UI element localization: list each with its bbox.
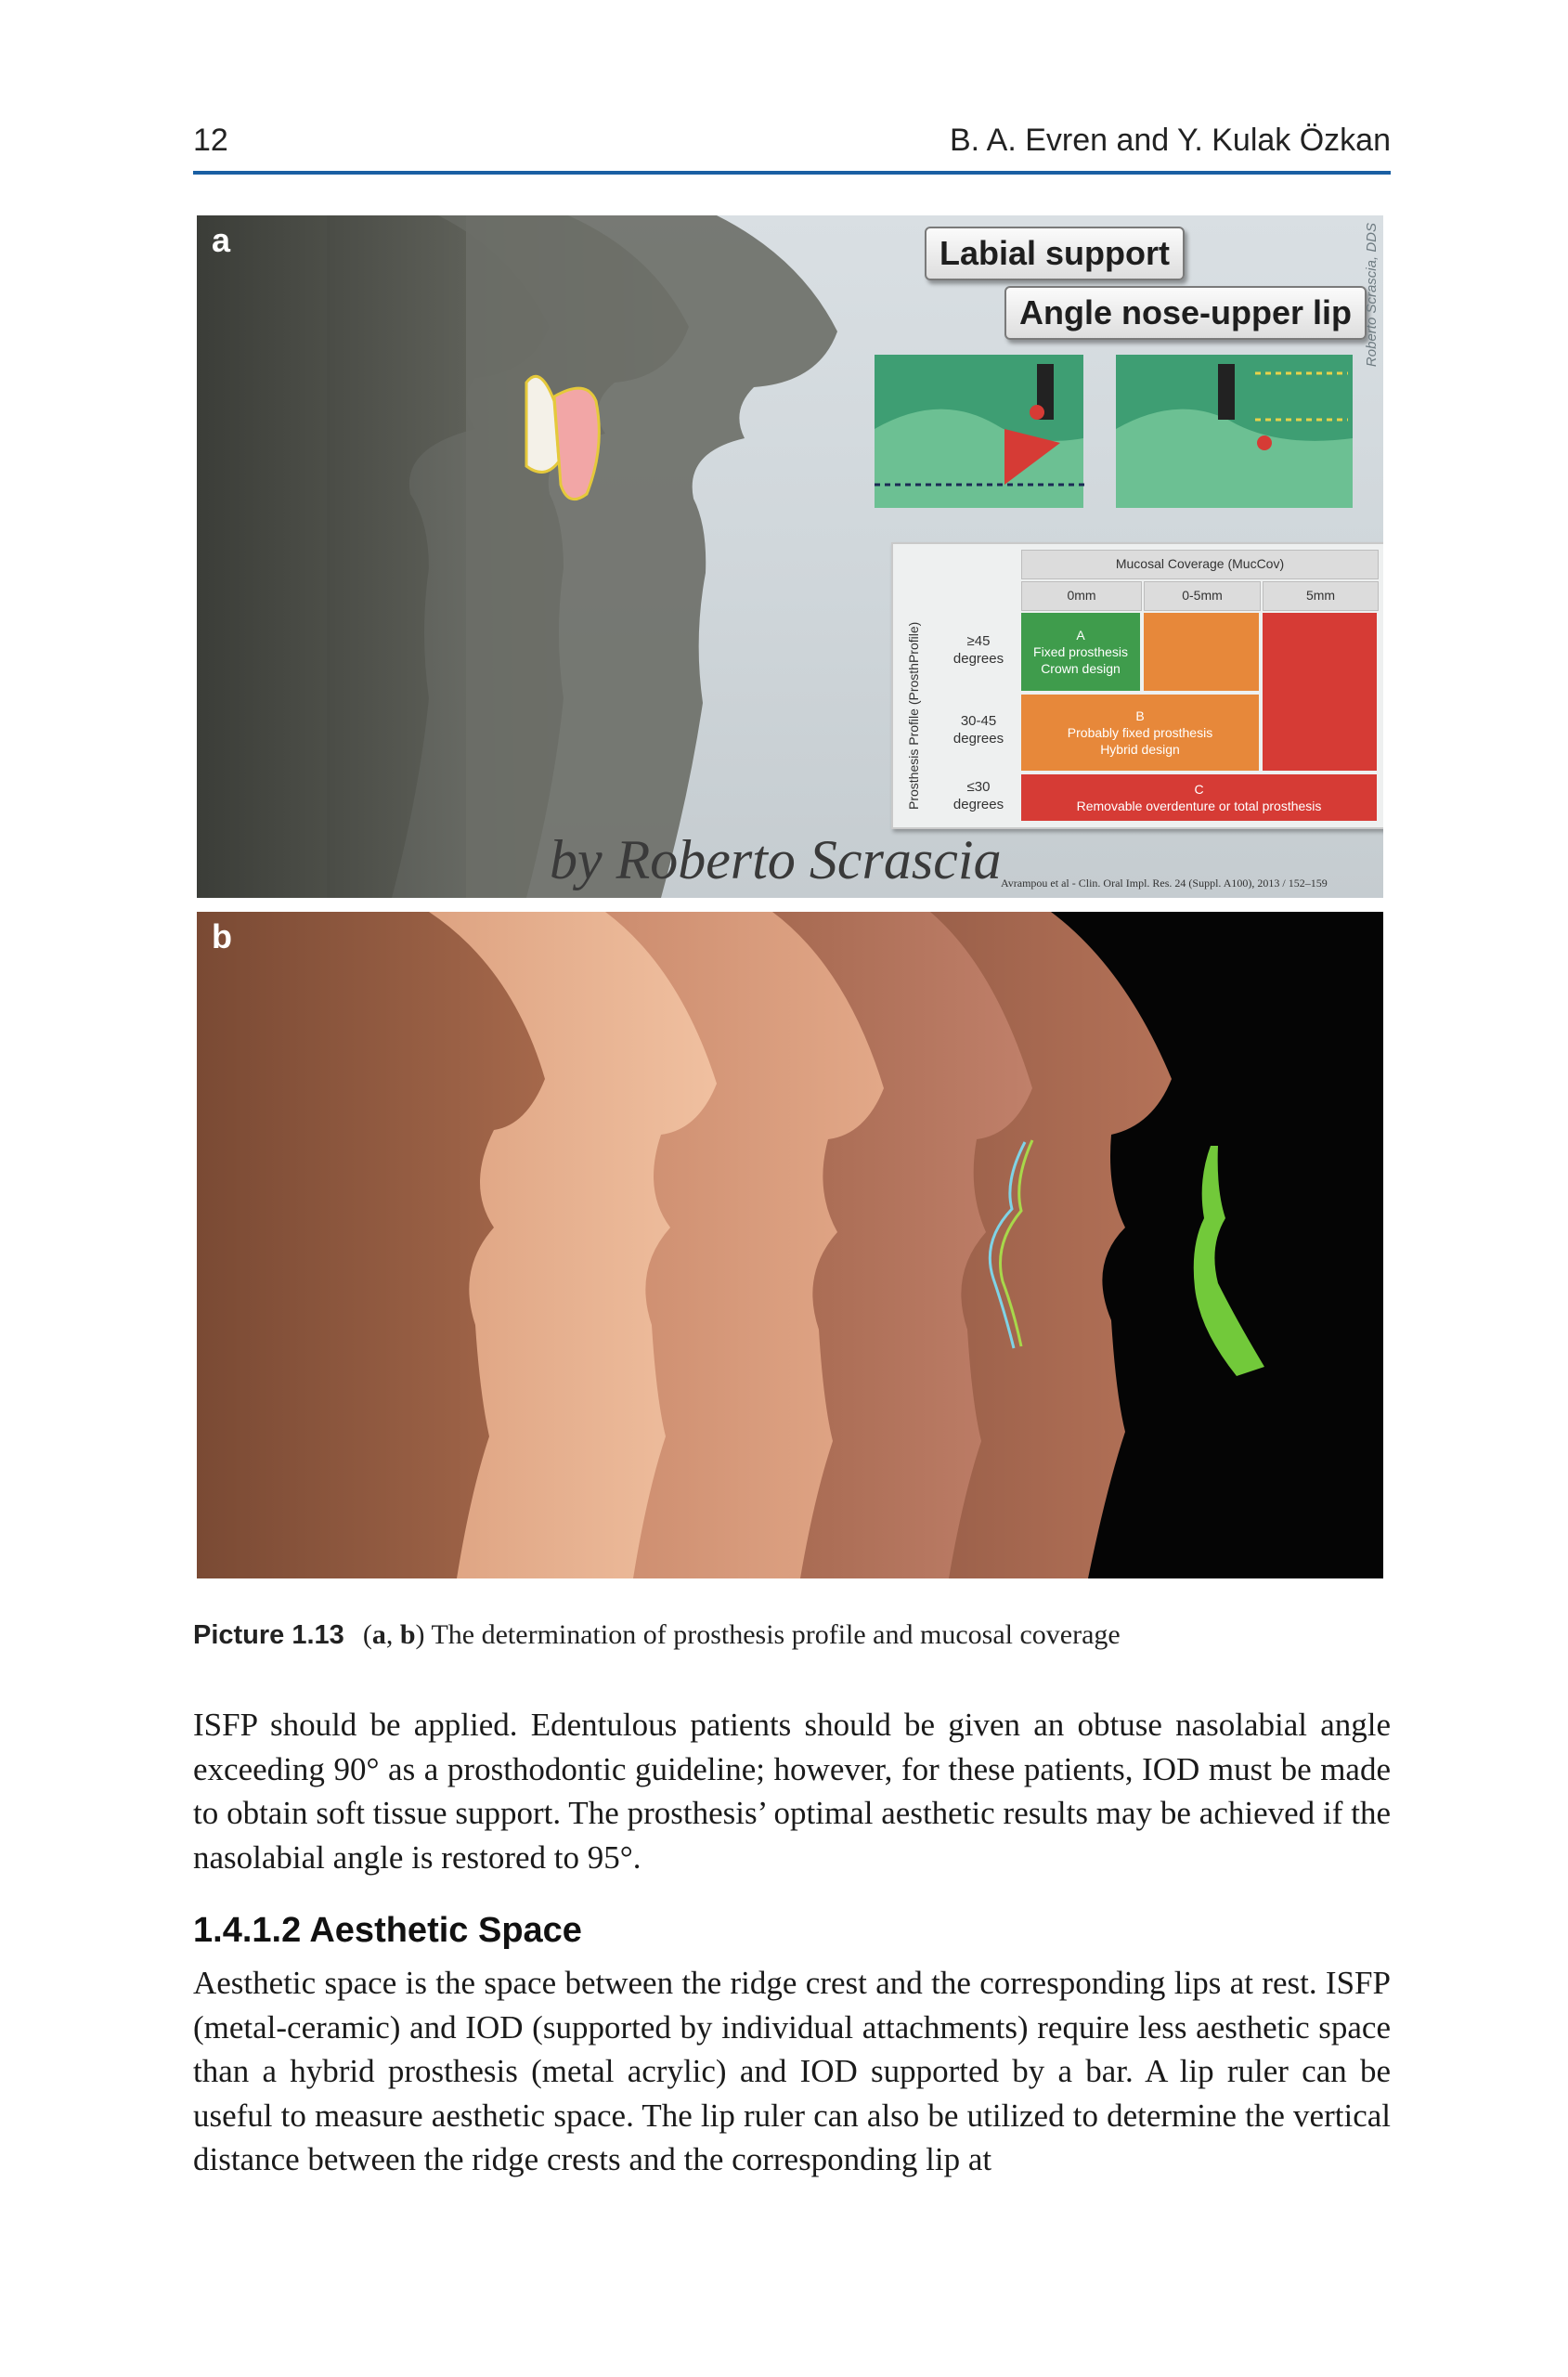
running-head-authors: B. A. Evren and Y. Kulak Özkan [949, 123, 1391, 158]
photo-credit: Roberto Scrascia, DDS [1364, 223, 1380, 368]
row-axis-label: Prosthesis Profile (ProsthProfile) [906, 621, 921, 811]
zone-red-upper [1263, 613, 1377, 771]
zone-c-removable: C Removable overdenture or total prosthesis [1021, 774, 1377, 821]
caption-ref-a: a [371, 1619, 386, 1650]
column-header: 0-5mm [1144, 581, 1261, 611]
figure-caption: Picture 1.13 (a, b) The determination of prosthesis profile and mucosal coverage [193, 1619, 1121, 1650]
artist-signature: by Roberto Scrascia [550, 829, 1002, 890]
body-paragraph: Aesthetic space is the space between the ridge crest and the corresponding lips at rest. ISFP (metal-ceramic) and IOD (supported by individual attachments) require less aesthetic space than a hybrid prosthesis (metal acrylic) and IOD supported by a bar. A lip ruler can be useful to measure aesthetic space. The lip ruler can also be utilized to determine the vertical distance between the ridge crests and the corresponding lip at [193, 1965, 1391, 2177]
caption-label: Picture 1.13 [193, 1620, 344, 1650]
zone-b-hybrid: B Probably fixed prosthesis Hybrid design [1021, 695, 1259, 771]
running-header [193, 121, 1391, 167]
row-header: 30-45 degrees [952, 713, 1004, 747]
source-reference: Avrampou et al - Clin. Oral Impl. Res. 24 (Suppl. A100), 2013 / 152–159 [1001, 877, 1328, 890]
section-heading: 1.4.1.2 Aesthetic Space [193, 1911, 582, 1950]
labial-support-callout: Labial support [925, 227, 1185, 280]
panel-b-label: b [212, 917, 232, 955]
skin-profiles-illustration [197, 912, 1383, 1578]
mucosal-coverage-table [891, 542, 1383, 829]
figure-panel-b [197, 912, 1383, 1578]
column-header: 5mm [1263, 581, 1379, 611]
zone-orange-upper [1144, 613, 1259, 691]
body-paragraph: ISFP should be applied. Edentulous patients should be given an obtuse nasolabial angle exceeding 90° as a prosthodontic guideline; however, for these patients, IOD must be made to obtain soft tissue support. The prosthesis’ optimal aesthetic results may be achieved if the nasolabial angle is restored to 95°. [193, 1707, 1391, 1876]
column-header: 0mm [1021, 581, 1142, 611]
figure-panel-a [197, 215, 1383, 898]
row-header: ≥45 degrees [952, 633, 1004, 667]
angle-nose-upper-lip-callout: Angle nose-upper lip [1004, 286, 1367, 340]
page-number: 12 [193, 123, 228, 158]
caption-text: The determination of prosthesis profile and mucosal coverage [424, 1619, 1121, 1650]
header-rule [193, 171, 1391, 175]
row-header: ≤30 degrees [952, 779, 1004, 812]
panel-a-label: a [212, 221, 231, 259]
zone-a-fixed-prosthesis: A Fixed prosthesis Crown design [1021, 613, 1140, 691]
caption-ref-b: b [399, 1619, 416, 1650]
table-title: Mucosal Coverage (MucCov) [1021, 550, 1379, 579]
